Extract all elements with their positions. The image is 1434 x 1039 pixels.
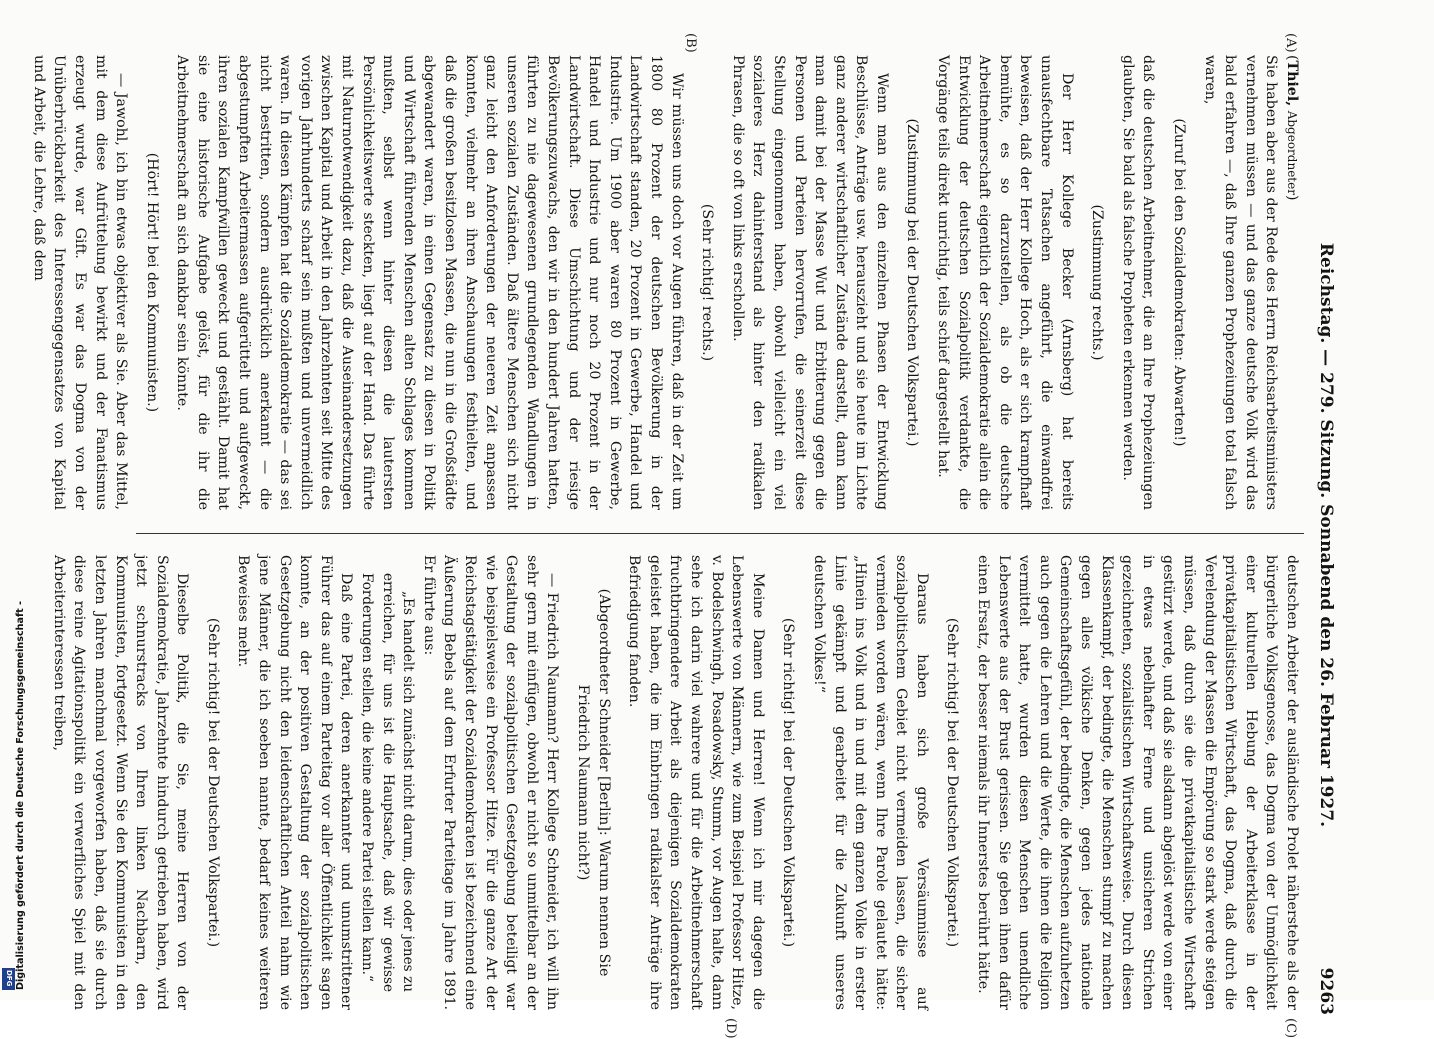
left-column (28, 55, 1302, 510)
paragraph: Daß eine Partei, deren anerkannter und unumstrittener Führer das auf einem Parteitag vor aller Öffentlichkeit sagen konnte, an der positiven Gestaltung der sozialpolitischen Gesetzgebung nicht den leidenschaftlichen Anteil nahm wie jene Männer, die ich soeben nannte, bedarf keines weiteren Beweises mehr. (235, 555, 355, 1010)
paragraph: Wenn man aus den einzelnen Phasen der Entwicklung Beschlüsse, Anträge usw. herauszieht und sie heute im Lichte ganz anderer wirtschaftlicher Zustände darstellt, dann kann man damit bei der Masse Wut und Erbitterung gegen die Personen und Parteien hervorrufen, die seinerzeit diese Stellung eingenommen haben, obwohl vielleicht ein viel sozialeres Herz dahinterstand als hinter den radikalen Phrasen, die so oft von links erschollen. (729, 55, 890, 510)
paragraph: daß die deutschen Arbeitnehmer, die an Ihre Prophezeiungen glaubten, Sie bald als falsche Propheten erkennen werden. (1119, 55, 1157, 510)
interjection: (Sehr richtig! bei der Deutschen Volkspartei.) (944, 617, 961, 948)
interjection: (Zustimmung bei der Deutschen Volkspartei.) (904, 118, 921, 447)
margin-marker-b: (B) (683, 33, 698, 53)
document-page (30, 33, 1340, 1039)
page-header (1310, 55, 1340, 1015)
right-column (48, 555, 1302, 1010)
quotation: „Es handelt sich zunächst nicht darum, dies oder jenes zu erreichen, für uns ist die Hauptsache, daß wir gewisse Forderungen stellen, die keine andere Partei stellen kann.“ (359, 573, 417, 992)
credit-text: Digitalisierung gefördert durch die Deutsche Forschungsgemeinschaft - (15, 600, 26, 990)
paragraph: Wir müssen uns doch vor Augen führen, daß in der Zeit um 1800 80 Prozent der deutschen Bevölkerung in der Landwirtschaft standen, 20 Prozent in Gewerbe, Handel und Industrie. Um 1900 aber waren 80 Prozent in Gewerbe, Handel und Industrie und nur noch 20 Prozent in der Landwirtschaft. Diese Umschichtung und der riesige Bevölkerungszuwachs, den wir in den hundert Jahren hatten, führten zu nie dagewesenen grundlegenden Wandlungen in unseren sozialen Zuständen. Daß ältere Menschen sich nicht ganz leicht den Anforderungen der neueren Zeit anpassen konnten, vielmehr an ihren Anschauungen festhielten, und daß die großen besitzlosen Massen, die nun in die Großstädte abgewandert waren, in einen Gegensatz zu diesen in Politik und Wirtschaft führenden Menschen alten Schlages kommen mußten, selbst wenn hinter diesen die lautersten Persönlichkeitswerte steckten, liegt auf der Hand. Das führte mit Naturnotwendigkeit dazu, daß die Auseinandersetzungen zwischen Kapital und Arbeit in den Jahrzehnten seit Mitte des vorigen Jahrhunderts scharf sein mußten und unvermeidlich waren. In diesen Kämpfen hat die Sozialdemokratie — das sei nicht bestritten, sondern ausdrücklich anerkannt — die abgestumpften Arbeitermassen aufgerüttelt und aufgeweckt, ihren sozialen Kampfwillen geweckt und gestählt. Damit hat sie eine historische Aufgabe gelöst, für die ihr die Arbeitnehmerschaft an sich dankbar sein könnte. (174, 55, 685, 510)
speaker-name: Thiel, (1284, 60, 1300, 107)
paragraph: Der Herr Kollege Becker (Arnsberg) hat bereits unausfechtbare Tatsachen angeführt, die einwandfrei beweisen, daß der Herr Kollege Hoch, als er sich krampfhaft bemühte, es so darzustellen, als ob die deutsche Arbeitnehmerschaft eigentlich der Sozialdemokratie allein die Entwicklung der deutschen Sozialpolitik verdankte, die Vorgänge teils direkt unrichtig, teils schief dargestellt hat. (935, 55, 1075, 510)
margin-marker-a: (A) (1283, 33, 1298, 53)
interjection: (Hört! Hört! bei den Kommunisten.) (143, 152, 160, 413)
speaker-role: Abgeordneter (1285, 110, 1299, 195)
paragraph: Sie haben aber aus der Rede des Herrn Reichsarbeitsministers vernehmen müssen — und das ganze deutsche Volk wird das bald erfahren —, daß Ihre ganzen Prophezeiungen total falsch waren, (1201, 55, 1280, 510)
running-title: Reichstag. — 279. Sitzung. Sonnabend den 26. Februar 1927. (1316, 242, 1336, 828)
paragraph: Meine Damen und Herren! Wenn ich mir dagegen die Lebenswerte von Männern, wie zum Beispiel Professor Hitze, v. Bodelschwingh, Posadowsky, Stumm, vor Augen halte, dann sehe ich darin viel wahrere und für die Arbeitnehmerschaft fruchtbringendere Arbeit als diejenigen Sozialdemokraten geleistet haben, die im Einbringen radikalster Anträge ihre Befriedigung fanden. (626, 555, 766, 1010)
margin-marker-c: (C) (1283, 1018, 1298, 1039)
paragraph: — Friedrich Naumann? Herr Kollege Schneider, ich will ihn sehr gern mit einfügen, obwohl er nicht so unmittelbar an der Gestaltung der sozialpolitischen Gesetzgebung beteiligt war wie beispielsweise ein Professor Hitze. Für die ganze Art der Reichstagstätigkeit der Sozialdemokraten ist bezeichnend eine Äußerung Bebels auf dem Erfurter Parteitage im Jahre 1891. Er führte aus: (420, 555, 561, 1010)
speaker-line: (Thiel, Abgeordneter) (1284, 55, 1300, 201)
column-divider (136, 533, 1304, 534)
paragraph: deutschen Arbeiter der ausländische Prolet näherstehe als der bürgerliche Volksgenosse, das Dogma von der Unmöglichkeit einer kulturellen Hebung der Arbeiterklasse in der privatkapitalistischen Wirtschaft, das Dogma, daß durch die Verelendung der Massen die Empörung so stark werde steigen müssen, daß durch sie die privatkapitalistische Wirtschaft gestürzt werde, und daß sie alsdann abgelöst werde von einer in etwas nebelhafter Ferne und unsicheren Strichen gezeichneten, sozialistischen Wirtschaftsweise. Durch diesen Klassenkampf, der bedingte, die Menschen stumpf zu machen gegen alles völkische Denken, gegen jedes nationale Gemeinschaftsgefühl, der bedingte, die Menschen aufzuhetzen auch gegen die Lehren und die Werte, die ihnen die Religion vermittelt hatte, wurden diesen Menschen unendliche Lebenswerte aus der Brust gerissen. Sie geben ihnen dafür einen Ersatz, der besser niemals ihr Innerstes berührt hätte. (975, 555, 1300, 1010)
digitization-credit (1, 580, 26, 990)
paragraph: Dieselbe Politik, die Sie, meine Herren von der Sozialdemokratie, Jahrzehnte hindurch getrieben haben, wird jetzt schnurstracks von Ihren linken Nachbarn, den Kommunisten, fortgesetzt. Wenn Sie den Kommunisten in den letzten Jahren manchmal vorgeworfen haben, daß sie durch diese reine Agitationspolitik ein verwerfliches Spiel mit den Arbeiterinteressen treiben, (50, 555, 191, 1010)
interjection: (Zuruf bei den Sozialdemokraten: Abwarten!) (1171, 118, 1188, 447)
interjection: (Sehr richtig! bei der Deutschen Volkspartei.) (204, 617, 221, 948)
interjection: (Sehr richtig! bei der Deutschen Volkspartei.) (780, 617, 797, 948)
dfg-logo (2, 968, 15, 990)
paragraph: — Jawohl, ich bin etwas objektiver als Sie. Aber das Mittel, mit dem diese Aufrüttelung bewirkt und der Fanatismus erzeugt wurde, war Gift. Es war das Dogma von der Unüberbrückbarkeit des Interessengegensatzes von Kapital und Arbeit, die Lehre, daß dem (30, 55, 130, 510)
paragraph: Daraus haben sich große Versäumnisse auf sozialpolitischem Gebiet nicht vermeiden lassen, die sicher vermieden worden wären, wenn Ihre Parole gelautet hätte: „Hinein ins Volk und in und mit dem ganzen Volke in erster Linie gekämpft und gearbeitet für die Zukunft unseres deutschen Volkes!“ (810, 555, 930, 1010)
interjection: (Zustimmung rechts.) (1089, 204, 1106, 361)
margin-marker-d: (D) (723, 1018, 738, 1039)
interjection: (Sehr richtig! rechts.) (699, 203, 716, 362)
page-number: 9263 (1316, 967, 1336, 1015)
dfg-logo-text: DFG (5, 970, 13, 987)
interjection: (Abgeordneter Schneider [Berlin]: Warum nennen Sie Friedrich Naumann nicht?) (575, 588, 612, 977)
